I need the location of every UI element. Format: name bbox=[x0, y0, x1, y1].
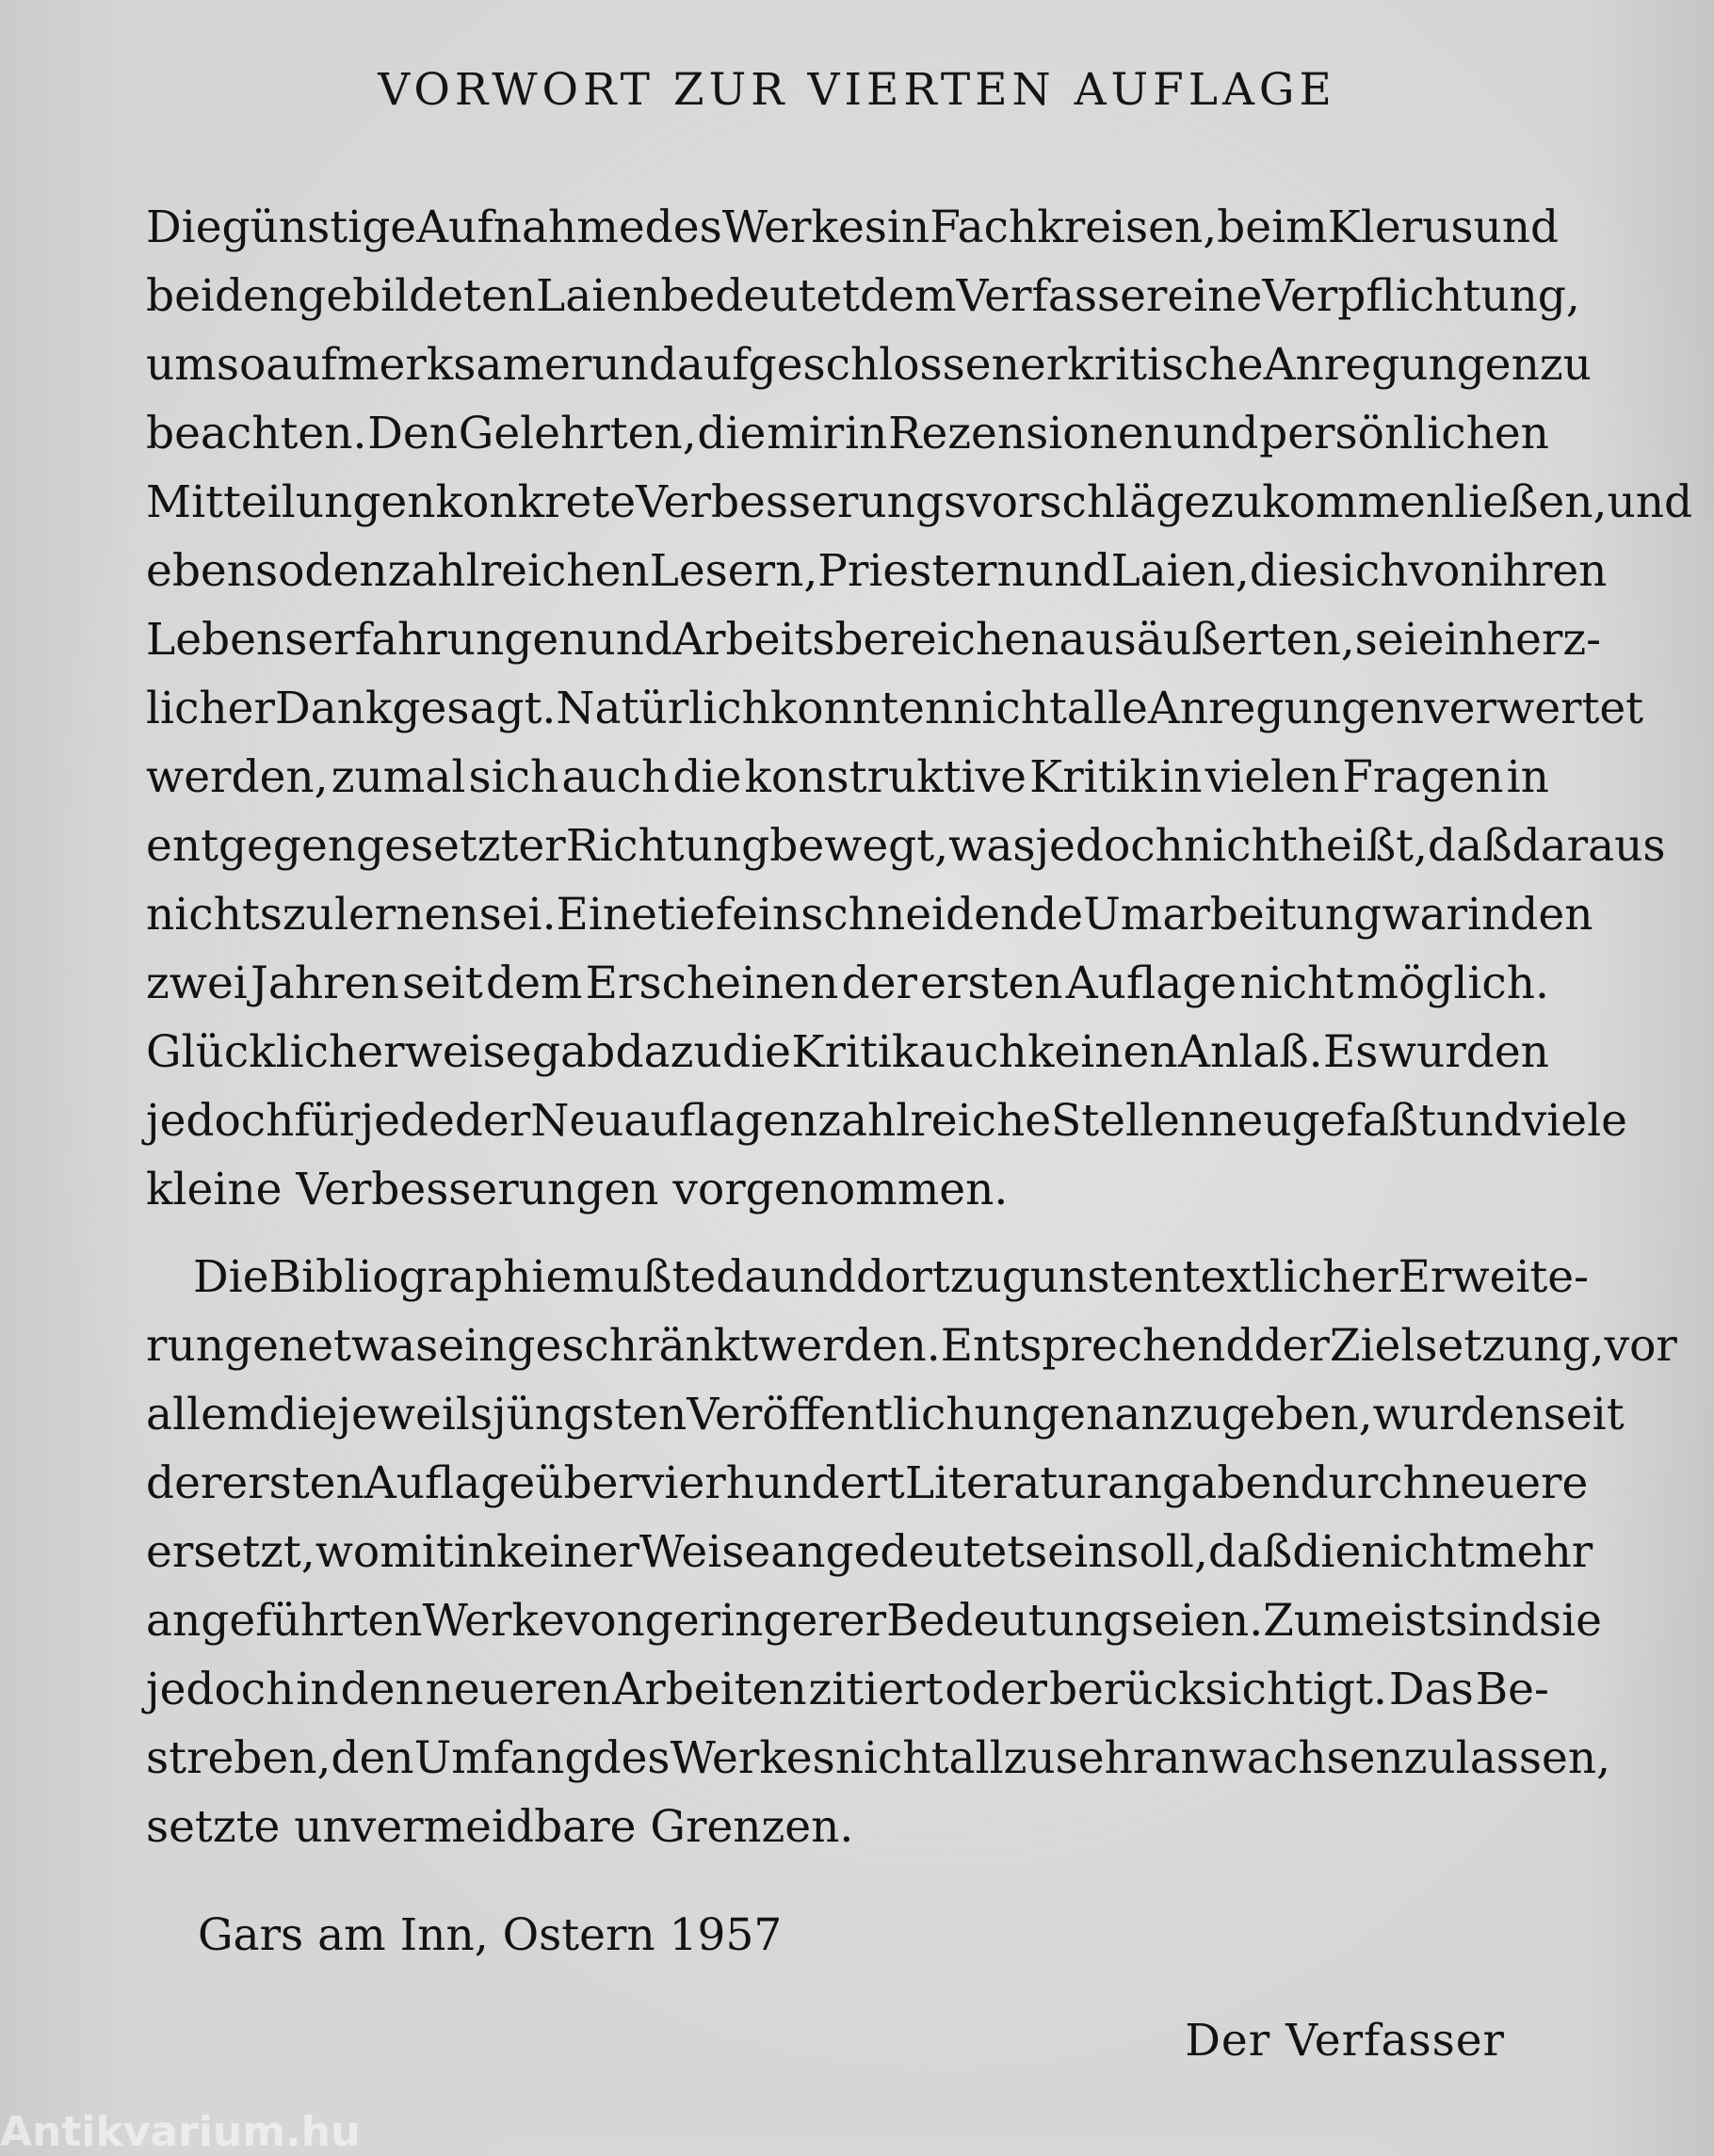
word: aus bbox=[1059, 614, 1137, 666]
word: dem bbox=[486, 957, 583, 1009]
word: sein bbox=[1025, 1526, 1117, 1578]
text-line bbox=[146, 1793, 1549, 1861]
word: Laien, bbox=[1110, 545, 1250, 597]
word: möglich. bbox=[1356, 957, 1549, 1009]
word: und bbox=[770, 1251, 857, 1303]
word: womit bbox=[315, 1526, 454, 1578]
word: nicht bbox=[953, 683, 1067, 734]
text-line bbox=[146, 674, 1644, 743]
word: in bbox=[453, 1526, 497, 1578]
word: kleine Verbesserungen vorgenommen. bbox=[146, 1164, 1009, 1215]
word: bedeutet bbox=[660, 270, 861, 322]
text-line bbox=[146, 330, 1592, 399]
word: aufgeschlossener bbox=[676, 339, 1068, 391]
text-line bbox=[146, 1518, 1593, 1586]
text-line bbox=[146, 1449, 1589, 1518]
word: mir bbox=[767, 408, 845, 459]
word: Anregungen bbox=[1263, 339, 1540, 391]
word: war bbox=[1382, 889, 1467, 941]
word: die bbox=[722, 1026, 791, 1078]
word: sie bbox=[1539, 1595, 1602, 1647]
word: setzte unvermeidbare Grenzen. bbox=[146, 1801, 854, 1853]
word: gab bbox=[531, 1026, 616, 1078]
word: für bbox=[294, 1095, 361, 1147]
text-line bbox=[146, 1018, 1549, 1086]
word: Weise bbox=[639, 1526, 771, 1578]
word: wurden bbox=[1378, 1026, 1549, 1078]
word: entgegengesetzter bbox=[146, 820, 566, 872]
word: neuere bbox=[1431, 1457, 1589, 1509]
word: von bbox=[564, 1595, 645, 1647]
word: auch bbox=[918, 1026, 1027, 1078]
word: Glücklicherweise bbox=[146, 1026, 532, 1078]
word: aufmerksamer bbox=[266, 339, 592, 391]
text-line bbox=[146, 262, 1580, 330]
word: Verbesserungsvorschläge bbox=[636, 476, 1211, 528]
paragraph bbox=[146, 193, 1693, 1224]
word: Dank bbox=[274, 683, 393, 734]
word: Den bbox=[367, 408, 458, 459]
word: Gelehrten, bbox=[458, 408, 697, 459]
word: zumal bbox=[331, 751, 466, 803]
word: Kritik bbox=[791, 1026, 919, 1078]
word: keinen bbox=[1027, 1026, 1178, 1078]
word: Umfang bbox=[413, 1732, 593, 1784]
word: den bbox=[1510, 889, 1593, 941]
text-line bbox=[146, 1155, 1549, 1224]
word: allzusehr bbox=[948, 1732, 1155, 1784]
word: geringerer bbox=[644, 1595, 887, 1647]
word: alle bbox=[1066, 683, 1148, 734]
word: allem bbox=[146, 1389, 269, 1440]
word: wurden bbox=[1372, 1389, 1544, 1440]
word: anzugeben, bbox=[1114, 1389, 1373, 1440]
word: in bbox=[845, 408, 888, 459]
word: konstruktive bbox=[744, 751, 1027, 803]
word: was bbox=[948, 820, 1036, 872]
word: zahlreiche bbox=[817, 1095, 1052, 1147]
word: Aufnahme bbox=[416, 201, 645, 253]
word: zahlreichen bbox=[387, 545, 650, 597]
word: bewegt, bbox=[769, 820, 949, 872]
word: persönlichen bbox=[1259, 408, 1549, 459]
word: den bbox=[214, 270, 299, 322]
word: jede bbox=[360, 1095, 455, 1147]
word: sich bbox=[1318, 545, 1409, 597]
word: Verpflichtung, bbox=[1262, 270, 1580, 322]
word: Laien bbox=[536, 270, 661, 322]
word: der bbox=[841, 957, 917, 1009]
word: daß bbox=[1427, 820, 1512, 872]
word: daß bbox=[1207, 1526, 1293, 1578]
word: textlicher bbox=[1182, 1251, 1399, 1303]
word: berücksichtigt. bbox=[1048, 1664, 1387, 1715]
word: ebenso bbox=[146, 545, 305, 597]
word: Zielsetzung, bbox=[1329, 1320, 1605, 1372]
text-line bbox=[146, 605, 1601, 674]
word: dort bbox=[856, 1251, 950, 1303]
text-line bbox=[146, 1086, 1627, 1155]
word: zukommen bbox=[1210, 476, 1455, 528]
word: verwertet bbox=[1424, 683, 1644, 734]
word: jedoch bbox=[146, 1095, 295, 1147]
word: sich bbox=[468, 751, 559, 803]
word: zwei bbox=[146, 957, 248, 1009]
word: streben, bbox=[146, 1732, 331, 1784]
word: werden, bbox=[146, 751, 329, 803]
word: der bbox=[146, 1457, 222, 1509]
word: bei bbox=[146, 270, 215, 322]
word: Priestern bbox=[817, 545, 1026, 597]
word: jüngsten bbox=[493, 1389, 687, 1440]
word: licher bbox=[146, 683, 275, 734]
word: um bbox=[146, 339, 217, 391]
word: Kritik bbox=[1029, 751, 1157, 803]
text-line bbox=[146, 1655, 1549, 1724]
word: Erscheinen bbox=[585, 957, 839, 1009]
word: oder bbox=[945, 1664, 1048, 1715]
word: vielen bbox=[1205, 751, 1340, 803]
word: vierhundert bbox=[639, 1457, 905, 1509]
word: neueren bbox=[425, 1664, 611, 1715]
word: eingeschränkt bbox=[438, 1320, 759, 1372]
word: eine bbox=[1167, 270, 1263, 322]
word: der bbox=[454, 1095, 531, 1147]
word: nicht bbox=[1361, 1526, 1476, 1578]
word: über bbox=[535, 1457, 639, 1509]
word: Die bbox=[146, 201, 222, 253]
word: und bbox=[1607, 476, 1693, 528]
word: günstige bbox=[221, 201, 417, 253]
word: mußte bbox=[572, 1251, 717, 1303]
word: und bbox=[1436, 1095, 1522, 1147]
word: des bbox=[592, 1732, 671, 1784]
word: etwas bbox=[307, 1320, 439, 1372]
word: Lesern, bbox=[649, 545, 818, 597]
word: Bibliographie bbox=[268, 1251, 573, 1303]
word: jedoch bbox=[1035, 820, 1184, 872]
word: Arbeiten bbox=[612, 1664, 807, 1715]
word: einschneidende bbox=[732, 889, 1084, 941]
word: Erweite- bbox=[1398, 1251, 1589, 1303]
word: gebildeten bbox=[298, 270, 537, 322]
word: Bedeutung bbox=[886, 1595, 1132, 1647]
word: Jahren bbox=[251, 957, 399, 1009]
word: herz- bbox=[1486, 614, 1601, 666]
word: Umarbeitung bbox=[1083, 889, 1383, 941]
word: den bbox=[331, 1732, 414, 1784]
word: lassen, bbox=[1455, 1732, 1611, 1784]
word: und bbox=[1172, 408, 1259, 459]
word: die bbox=[1292, 1526, 1362, 1578]
watermark: Antikvarium.hu bbox=[0, 2108, 361, 2156]
page-title: VORWORT ZUR VIERTEN AUFLAGE bbox=[378, 64, 1336, 116]
word: äußerten, bbox=[1136, 614, 1355, 666]
author-signature: Der Verfasser bbox=[1185, 2015, 1505, 2067]
word: angedeutet bbox=[770, 1526, 1026, 1578]
text-line bbox=[146, 743, 1549, 812]
word: und bbox=[587, 614, 673, 666]
word: Anlaß. bbox=[1178, 1026, 1323, 1078]
word: Veröffentlichungen bbox=[687, 1389, 1115, 1440]
text-line bbox=[146, 1724, 1611, 1793]
text-line bbox=[146, 537, 1608, 605]
word: Natürlich bbox=[556, 683, 770, 734]
text-line bbox=[146, 880, 1593, 949]
word: da bbox=[716, 1251, 771, 1303]
word: durch bbox=[1300, 1457, 1431, 1509]
word: nichts bbox=[146, 889, 283, 941]
word: ihren bbox=[1488, 545, 1608, 597]
text-line bbox=[146, 1243, 1589, 1311]
word: Be- bbox=[1475, 1664, 1549, 1715]
word: und bbox=[591, 339, 677, 391]
word: beachten. bbox=[146, 408, 367, 459]
word: den bbox=[304, 545, 388, 597]
word: rungen bbox=[146, 1320, 308, 1372]
word: Fachkreisen, bbox=[930, 201, 1218, 253]
text-line bbox=[146, 949, 1549, 1018]
text-line bbox=[146, 399, 1549, 468]
word: die bbox=[672, 751, 742, 803]
place-and-date: Gars am Inn, Ostern 1957 bbox=[198, 1909, 783, 1961]
word: nicht bbox=[834, 1732, 949, 1784]
word: zu bbox=[1539, 339, 1592, 391]
word: daraus bbox=[1512, 820, 1666, 872]
word: die bbox=[697, 408, 767, 459]
text-line bbox=[146, 1586, 1602, 1655]
word: nicht bbox=[1239, 957, 1354, 1009]
word: und bbox=[1025, 545, 1111, 597]
word: zu bbox=[1403, 1732, 1456, 1784]
word: dem bbox=[860, 270, 957, 322]
word: konkrete bbox=[435, 476, 637, 528]
word: nicht bbox=[1183, 820, 1298, 872]
word: Lebenserfahrungen bbox=[146, 614, 588, 666]
word: Zumeist bbox=[1263, 1595, 1446, 1647]
word: Werkes bbox=[670, 1732, 835, 1784]
preface-body bbox=[146, 193, 1693, 1861]
text-line bbox=[146, 193, 1560, 262]
word: angeführten bbox=[146, 1595, 423, 1647]
word: Fragen bbox=[1342, 751, 1504, 803]
word: gesagt. bbox=[392, 683, 557, 734]
word: keiner bbox=[496, 1526, 639, 1578]
word: Klerus bbox=[1327, 201, 1474, 253]
word: Das bbox=[1388, 1664, 1474, 1715]
word: die bbox=[268, 1389, 338, 1440]
word: in bbox=[296, 1664, 339, 1715]
paragraph bbox=[146, 1243, 1677, 1861]
word: Anregungen bbox=[1147, 683, 1425, 734]
word: in bbox=[1159, 751, 1203, 803]
word: Neuauflagen bbox=[530, 1095, 818, 1147]
word: lernen bbox=[333, 889, 479, 941]
word: in bbox=[1466, 889, 1511, 941]
word: Die bbox=[193, 1251, 269, 1303]
word: Auflage bbox=[364, 1457, 536, 1509]
word: Auflage bbox=[1065, 957, 1237, 1009]
word: den bbox=[340, 1664, 424, 1715]
word: ersten bbox=[221, 1457, 364, 1509]
word: Werke bbox=[422, 1595, 565, 1647]
text-line bbox=[146, 812, 1666, 880]
word: der bbox=[1253, 1320, 1330, 1372]
word: jeweils bbox=[337, 1389, 493, 1440]
word: soll, bbox=[1116, 1526, 1208, 1578]
word: ließen, bbox=[1454, 476, 1608, 528]
word: jedoch bbox=[146, 1664, 295, 1715]
word: ein bbox=[1417, 614, 1487, 666]
word: Werkes bbox=[721, 201, 887, 253]
word: so bbox=[216, 339, 267, 391]
word: neu bbox=[1208, 1095, 1292, 1147]
word: sind bbox=[1445, 1595, 1540, 1647]
word: dazu bbox=[615, 1026, 722, 1078]
word: ersten bbox=[920, 957, 1063, 1009]
word: kritische bbox=[1067, 339, 1264, 391]
paragraph-gap bbox=[146, 1224, 1549, 1243]
word: die bbox=[1249, 545, 1318, 597]
word: sei. bbox=[478, 889, 557, 941]
word: Es bbox=[1322, 1026, 1379, 1078]
word: Entsprechend bbox=[940, 1320, 1254, 1372]
word: Stellen bbox=[1051, 1095, 1209, 1147]
word: auch bbox=[561, 751, 671, 803]
word: sei bbox=[1354, 614, 1418, 666]
word: Mitteilungen bbox=[146, 476, 436, 528]
word: Literaturangaben bbox=[904, 1457, 1301, 1509]
word: anwachsen bbox=[1154, 1732, 1404, 1784]
word: zitiert bbox=[808, 1664, 944, 1715]
word: ersetzt, bbox=[146, 1526, 315, 1578]
word: und bbox=[1473, 201, 1560, 253]
word: Arbeitsbereichen bbox=[672, 614, 1059, 666]
word: zugunsten bbox=[949, 1251, 1183, 1303]
word: beim bbox=[1217, 201, 1328, 253]
word: Rezensionen bbox=[888, 408, 1172, 459]
word: seit bbox=[1543, 1389, 1625, 1440]
word: Richtung bbox=[565, 820, 770, 872]
word: des bbox=[644, 201, 722, 253]
word: konnten bbox=[769, 683, 954, 734]
word: vor bbox=[1604, 1320, 1677, 1372]
word: heißt, bbox=[1297, 820, 1428, 872]
word: gefaßt bbox=[1291, 1095, 1437, 1147]
word: seit bbox=[401, 957, 483, 1009]
word: Verfasser bbox=[956, 270, 1168, 322]
text-line bbox=[146, 1380, 1625, 1449]
word: Eine bbox=[556, 889, 657, 941]
word: von bbox=[1408, 545, 1489, 597]
word: seien. bbox=[1131, 1595, 1264, 1647]
word: werden. bbox=[758, 1320, 941, 1372]
word: in bbox=[886, 201, 930, 253]
text-line bbox=[146, 1311, 1677, 1380]
word: viele bbox=[1521, 1095, 1627, 1147]
text-line bbox=[146, 468, 1693, 537]
word: mehr bbox=[1475, 1526, 1593, 1578]
word: zu bbox=[282, 889, 334, 941]
word: tief bbox=[656, 889, 733, 941]
word: in bbox=[1506, 751, 1549, 803]
